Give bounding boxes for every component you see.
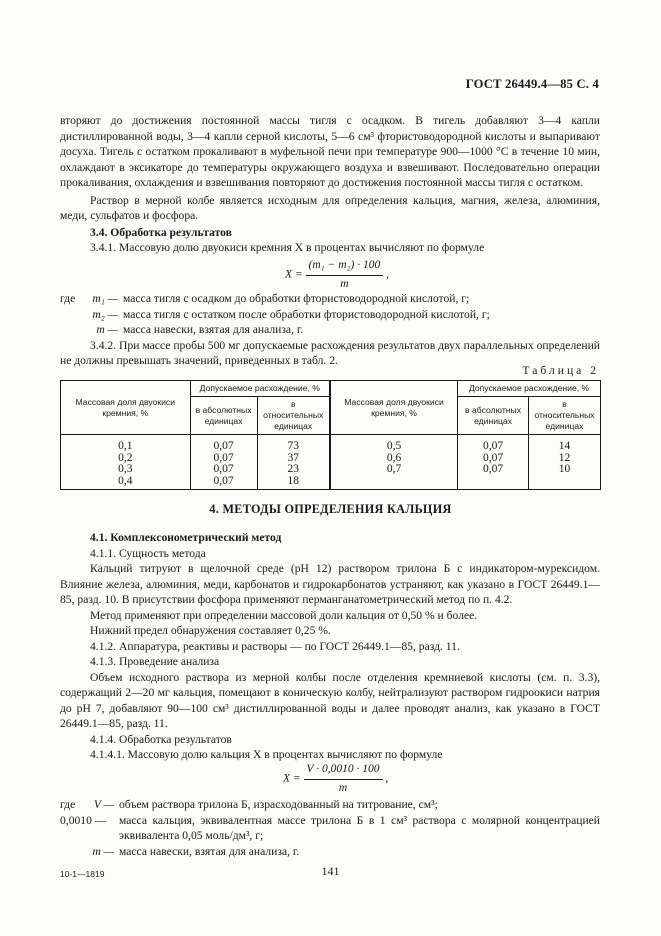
col-header-rel-left: в относительных единицах (257, 397, 330, 435)
table-cell: 0,2 (61, 453, 191, 465)
table-cell: 14 (529, 435, 601, 453)
table-cell: 0,07 (190, 476, 257, 490)
clause-4-1-4: 4.1.4. Обработка результатов (90, 732, 232, 746)
col-header-abs-right: в абсолютных единицах (458, 397, 529, 435)
formula-numerator: V · 0,0010 · 100 (304, 762, 383, 780)
table-row (61, 476, 601, 490)
table-cell: 0,07 (190, 453, 257, 465)
col-header-mass-right: Массовая доля двуокиси кремния, % (330, 381, 458, 435)
definition-row (60, 813, 600, 844)
definition-text: масса навески, взятая для анализа, г. (123, 323, 304, 336)
table-cell: 73 (257, 435, 330, 453)
page-number: 141 (321, 864, 340, 878)
table-cell: 37 (257, 453, 330, 465)
section-4-1-title: 4.1. Комплексонометрический метод (90, 531, 282, 544)
definitions-list-2 (60, 797, 600, 859)
paragraph-detection-limit: Нижний предел обнаружения составляет 0,25 %. (90, 624, 331, 637)
table-row (61, 453, 601, 465)
table-cell: 18 (257, 476, 330, 490)
col-header-mass-left: Массовая доля двуокиси кремния, % (61, 381, 191, 435)
table-2 (60, 380, 601, 490)
definition-prefix (60, 844, 84, 860)
table-caption: Таблица 2 (522, 364, 599, 377)
table-cell: 0,7 (330, 464, 458, 476)
formula-numerator: (m₁ − m₂) · 100 (306, 258, 384, 276)
definition-symbol: V — (93, 798, 114, 811)
definition-text: масса навески, взятая для анализа, г. (119, 844, 300, 858)
col-header-rel-right: в относительных единицах (529, 397, 601, 435)
formula-denominator: m (340, 277, 349, 290)
table-cell: 0,07 (190, 464, 257, 476)
table-cell: 0,07 (458, 435, 529, 453)
formula-lhs: X = (283, 772, 301, 785)
table-cell: 0,07 (190, 435, 257, 453)
definition-text: масса тигля с остатком после обработки фтористоводородной кислотой, г; (123, 307, 490, 321)
definition-row (60, 322, 600, 338)
definition-symbol: m₁ — (92, 292, 118, 305)
table-cell: 0,3 (61, 464, 191, 476)
section-3-4-title: 3.4. Обработка результатов (90, 225, 232, 239)
formula-tail: , (386, 268, 389, 281)
formula-fraction (304, 762, 383, 796)
col-header-abs-left: в абсолютных единицах (190, 397, 257, 435)
definition-symbol: m — (96, 323, 118, 336)
section-4-title: 4. МЕТОДЫ ОПРЕДЕЛЕНИЯ КАЛЬЦИЯ (209, 502, 452, 516)
definition-prefix: где (60, 798, 76, 811)
formula-lhs: X = (285, 268, 303, 281)
clause-4-1-3: 4.1.3. Проведение анализа (90, 655, 220, 668)
definition-row (60, 307, 600, 323)
definition-row (60, 797, 600, 813)
table-cell: 0,1 (61, 435, 191, 453)
table-cell: 0,6 (330, 453, 458, 465)
text-block-section-4 (60, 530, 600, 763)
definition-prefix (60, 322, 84, 338)
table-cell (529, 476, 601, 490)
definition-symbol: m — (92, 844, 114, 858)
col-header-group-left: Допускаемое расхождение, % (190, 381, 330, 397)
clause-3-4-2: 3.4.2. При массе пробы 500 мг допускаемые расхождения результатов двух параллельных определений не должны превышать значений, приведенных в табл. 2. (60, 338, 600, 367)
table-cell: 0,4 (61, 476, 191, 490)
table-cell: 0,07 (458, 453, 529, 465)
paragraph-source-solution: Раствор в мерной колбе является исходным для определения кальция, магния, железа, алюминия, меди, сульфатов и фосфора. (60, 193, 600, 222)
formula-silica (285, 258, 389, 292)
clause-4-1-1: 4.1.1. Сущность метода (90, 546, 206, 560)
table-cell: 23 (257, 464, 330, 476)
definition-text: масса тигля с осадком до обработки фтористоводородной кислотой, г; (123, 292, 470, 305)
definition-text: масса кальция, эквивалентная массе трилона Б в 1 см³ раствора с молярной концентрацией эквивалента 0,05 моль/дм³, г; (119, 813, 600, 842)
paragraph-method-essence: Кальций титруют в щелочной среде (рН 12) раствором трилона Б с индикатором-мурексидом. Влияние железа, алюминия, меди, карбонатов и гидрокарбонатов устраняют, как указано в ГОСТ 26449.1—85, разд. 10. В присутствии фосфора применяют перманганатометрический метод по п. 4.2. (60, 562, 600, 606)
definition-prefix (60, 307, 84, 323)
table-row (61, 464, 601, 476)
text-block-top (60, 113, 600, 256)
definition-row (60, 844, 600, 860)
clause-3-4-1: 3.4.1. Массовую долю двуокиси кремния X в процентах вычисляют по формуле (90, 241, 485, 254)
table-row (61, 435, 601, 453)
table-cell (330, 476, 458, 490)
formula-denominator: m (338, 781, 348, 794)
table-cell (458, 476, 529, 490)
formula-calcium (283, 762, 388, 796)
formula-fraction (306, 258, 384, 292)
definition-prefix: где (60, 292, 76, 305)
col-header-group-right: Допускаемое расхождение, % (458, 381, 601, 397)
paragraph-analysis-procedure: Объем исходного раствора из мерной колбы после отделения кремниевой кислоты (см. п. 3.3), содержащий 2—20 мг кальция, помещают в коническую колбу, нейтрализуют раствором гидроокиси натрия до рН 7, добавляют 90—100 см³ дистиллированной воды и далее проводят анализ, как указано в ГОСТ 26449.1—85, разд. 11. (60, 670, 600, 730)
table-cell: 10 (529, 464, 601, 476)
table-cell: 0,07 (458, 464, 529, 476)
definition-symbol: 0,0010 — (60, 813, 107, 827)
footer-print-code: 10-1—1819 (60, 869, 105, 879)
definitions-list-1 (60, 291, 600, 369)
clause-4-1-2: 4.1.2. Аппаратура, реактивы и растворы — по ГОСТ 26449.1—85, разд. 11. (90, 639, 460, 653)
definition-symbol: m₂ — (92, 307, 118, 321)
table-cell: 0,5 (330, 435, 458, 453)
page-header: ГОСТ 26449.4—85 С. 4 (465, 77, 599, 91)
definition-text: объем раствора трилона Б, израсходованный на титрование, см³; (119, 798, 438, 811)
formula-tail: , (385, 772, 389, 785)
paragraph-continuation: вторяют до достижения постоянной массы тигля с осадком. В тигель добавляют 3—4 капли дистиллированной воды, 3—4 капли серной кислоты, 5—6 см³ фтористоводородной кислоты и выпаривают досуха. Тигель с остатком прокаливают в муфельной печи при температуре 900—1000 °С в течение 10 мин, охлаждают в эксикаторе до температуры окружающего воздуха и взвешивают. Последовательно операции прокаливания, охлаждения и взвешивания повторяют до достижения постоянной массы тигля с остатком. (60, 114, 600, 189)
clause-4-1-4-1: 4.1.4.1. Массовую долю кальция X в процентах вычисляют по формуле (90, 748, 443, 761)
paragraph-method-range: Метод применяют при определении массовой доли кальция от 0,50 % и более. (90, 608, 478, 622)
definition-row (60, 291, 600, 307)
table-cell: 12 (529, 453, 601, 465)
